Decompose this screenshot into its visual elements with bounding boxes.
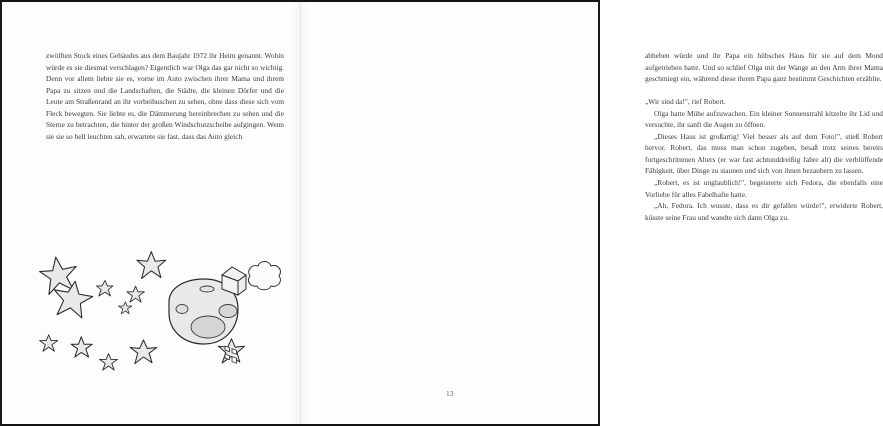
star-icon (97, 280, 113, 296)
paragraph-spacer (645, 85, 883, 97)
paragraph: zwölften Stock eines Gebäudes aus dem Baujahr 1972 ihr Heim genannt. Wohin würde es sie diesmal verschlagen? Eigentlich war Olga das gar nicht so wichtig. Denn vor allem liebte sie es, vorne im Auto zwischen ihrer Mama und ihrem Papa zu sitzen und die Landschaften, die Städte, die kleinen Dörfer und die Leute am Straßenrand an ihr vorbeihuschen zu sehen, ohne dass diese sich vom Fleck bewegten. Sie liebte es, die Dämmerung hereinbrechen zu sehen und die Sterne zu betrachten, die hinter der großen Windschutzscheibe aufgingen. Wenn sie sie so hell leuchten sah, erwartete sie fast, dass das Auto gleich (46, 51, 284, 141)
star-icon (100, 354, 118, 370)
crater-top (200, 286, 214, 292)
page-number: 13 (446, 390, 454, 398)
star-icon (137, 252, 166, 279)
paragraph: „Wir sind da!", rief Robert. (645, 97, 726, 107)
star-icon (119, 302, 132, 314)
left-page-textblock (46, 50, 284, 142)
paragraph: „Ah, Fedora. Ich wusste, dass es dir gefallen würde!", erwiderte Robert, küsste seine Frau und wandte sich dann Olga zu. (645, 201, 883, 222)
star-icon (130, 340, 157, 364)
star-icon (127, 286, 145, 302)
crater-large (191, 316, 225, 338)
house-door (232, 357, 237, 364)
paragraph: „Robert, es ist unglaublich!", begeisterte sich Fedora, die ebenfalls eine Vorliebe für alles Fabelhafte hatte. (645, 177, 883, 199)
crater-small (176, 305, 188, 314)
crater-medium (219, 305, 237, 318)
right-page-textblock (645, 50, 883, 223)
star-icon (218, 339, 244, 363)
paragraph: „Dieses Haus ist großartig! Viel besser als auf dem Foto!", stieß Robert hervor. Robert, das muss man schon zugeben, besaß trotz seines bereits fortgeschrittenen Alters (er war fast achtunddreißig Jahre alt) die verblüffende Fähigkeit, über Dinge zu staunen und sich von ihnen bezaubern zu lassen. (645, 131, 883, 176)
left-page (0, 0, 300, 426)
illustration-moon-with-house-and-stars (38, 243, 286, 398)
smoke-cloud (248, 262, 280, 290)
right-page (300, 0, 883, 426)
illustration-svg (38, 243, 286, 398)
paragraph: abheben würde und ihr Papa ein hübsches Haus für sie auf dem Mond aufgetrieben hatte. Und so schlief Olga mit der Wange an den Arm ihrer Mama geschmiegt ein, während diese ihrem Papa ganz bestimmt Geschichten erzählte. (645, 51, 883, 84)
star-icon (71, 337, 92, 357)
paragraph: Olga hatte Mühe aufzuwachen. Ein kleiner Sonnenstrahl kitzelte ihr Lid und versuchte, ihr sanft die Augen zu öffnen. (645, 108, 883, 130)
star-icon (40, 335, 58, 351)
